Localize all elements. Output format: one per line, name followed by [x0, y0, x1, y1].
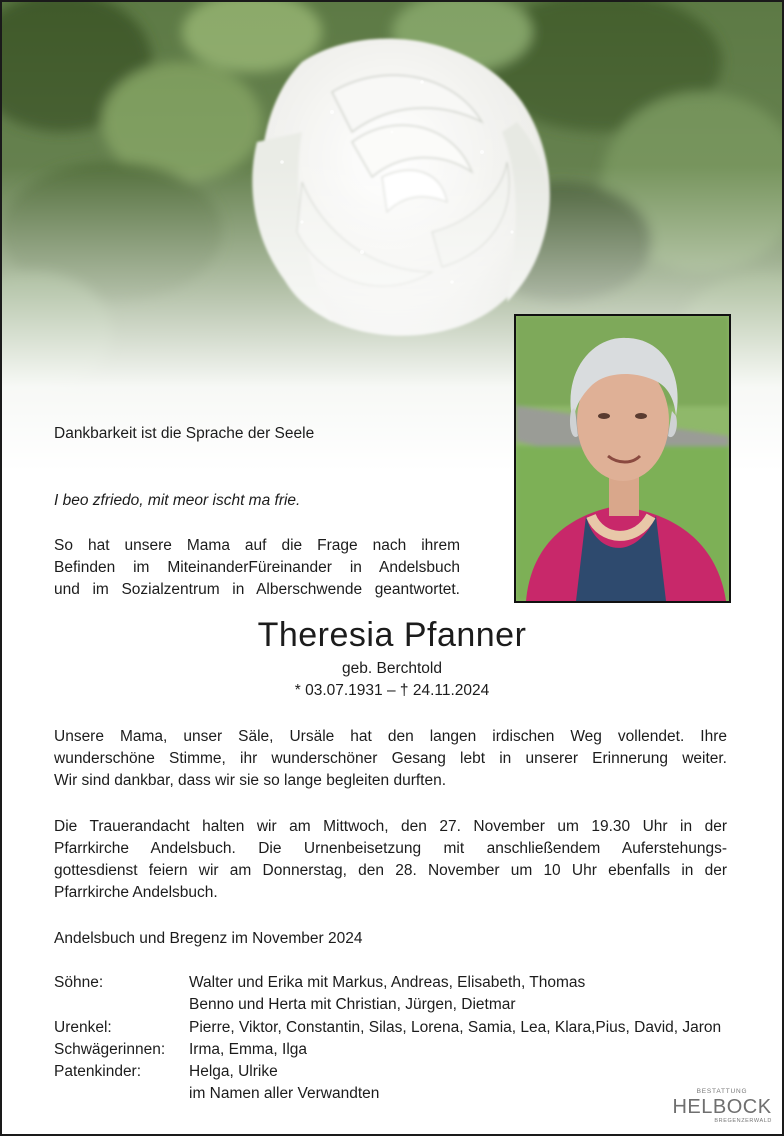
tribute-paragraph	[54, 726, 727, 792]
relatives-names: Helga, Ulrike	[189, 1063, 278, 1081]
relatives-row	[54, 1061, 734, 1083]
portrait-photo	[514, 314, 731, 603]
intro-line: So hat unsere Mama auf die Frage nach ihrem	[54, 537, 460, 554]
paragraph-line: Wir sind dankbar, dass wir sie so lange begleiten durften.	[54, 772, 447, 789]
relatives-list	[54, 972, 734, 1106]
logo-sub-text: BREGENZERWALD	[714, 1118, 772, 1124]
dialect-quote: I beo zfriedo, mit meor ischt ma frie.	[54, 492, 301, 509]
service-paragraph	[54, 816, 727, 904]
place-and-date: Andelsbuch und Bregenz im November 2024	[54, 930, 363, 947]
relatives-row	[54, 972, 734, 994]
life-dates: * 03.07.1931 – † 24.11.2024	[294, 682, 490, 699]
relatives-label: Söhne:	[54, 974, 104, 991]
relatives-names: Benno und Herta mit Christian, Jürgen, Dietmar	[189, 996, 516, 1014]
relatives-label: Patenkinder:	[54, 1063, 142, 1081]
logo-top-text: BESTATTUNG	[696, 1088, 748, 1095]
paragraph-line: Die Trauerandacht halten wir am Mittwoch, den 27. November um 19.30 Uhr in der	[54, 818, 727, 835]
relatives-row	[54, 1017, 734, 1039]
birth-name: geb. Berchtold	[342, 660, 442, 677]
relatives-names: Walter und Erika mit Markus, Andreas, Elisabeth, Thomas	[189, 974, 586, 991]
relatives-row	[54, 1039, 734, 1061]
relatives-row	[54, 1083, 734, 1105]
funeral-home-logo	[670, 1088, 774, 1132]
intro-line: und im Sozialzentrum in Alberschwende geantwortet.	[54, 581, 460, 598]
relatives-names: Irma, Emma, Ilga	[189, 1040, 307, 1058]
intro-paragraph	[54, 535, 460, 601]
deceased-name: Theresia Pfanner	[257, 616, 527, 654]
paragraph-line: wunderschöne Stimme, ihr wunderschöner Gesang lebt in unserer Erinnerung weiter.	[54, 750, 727, 767]
paragraph-line: Pfarrkirche Andelsbuch. Die Urnenbeisetzung mit anschließendem Auferstehungs-	[54, 840, 727, 857]
relatives-names: im Namen aller Verwandten	[189, 1085, 380, 1103]
paragraph-line: Pfarrkirche Andelsbuch.	[54, 884, 218, 901]
relatives-label: Schwägerinnen:	[54, 1040, 166, 1058]
relatives-row	[54, 994, 734, 1016]
paragraph-line: gottesdienst feiern wir am Donnerstag, den 28. November um 10 Uhr ebenfalls in der	[54, 862, 727, 879]
relatives-label	[54, 1083, 189, 1105]
motto: Dankbarkeit ist die Sprache der Seele	[54, 425, 315, 442]
relatives-names: Pierre, Viktor, Constantin, Silas, Lorena, Samia, Lea, Klara,Pius, David, Jaron	[189, 1018, 722, 1036]
intro-line: Befinden im MiteinanderFüreinander in Andelsbuch	[54, 559, 460, 576]
relatives-label: Urenkel:	[54, 1018, 112, 1036]
paragraph-line: Unsere Mama, unser Säle, Ursäle hat den langen irdischen Weg vollendet. Ihre	[54, 728, 727, 745]
logo-main-text: HELBOCK	[672, 1096, 772, 1118]
relatives-label	[54, 994, 189, 1016]
